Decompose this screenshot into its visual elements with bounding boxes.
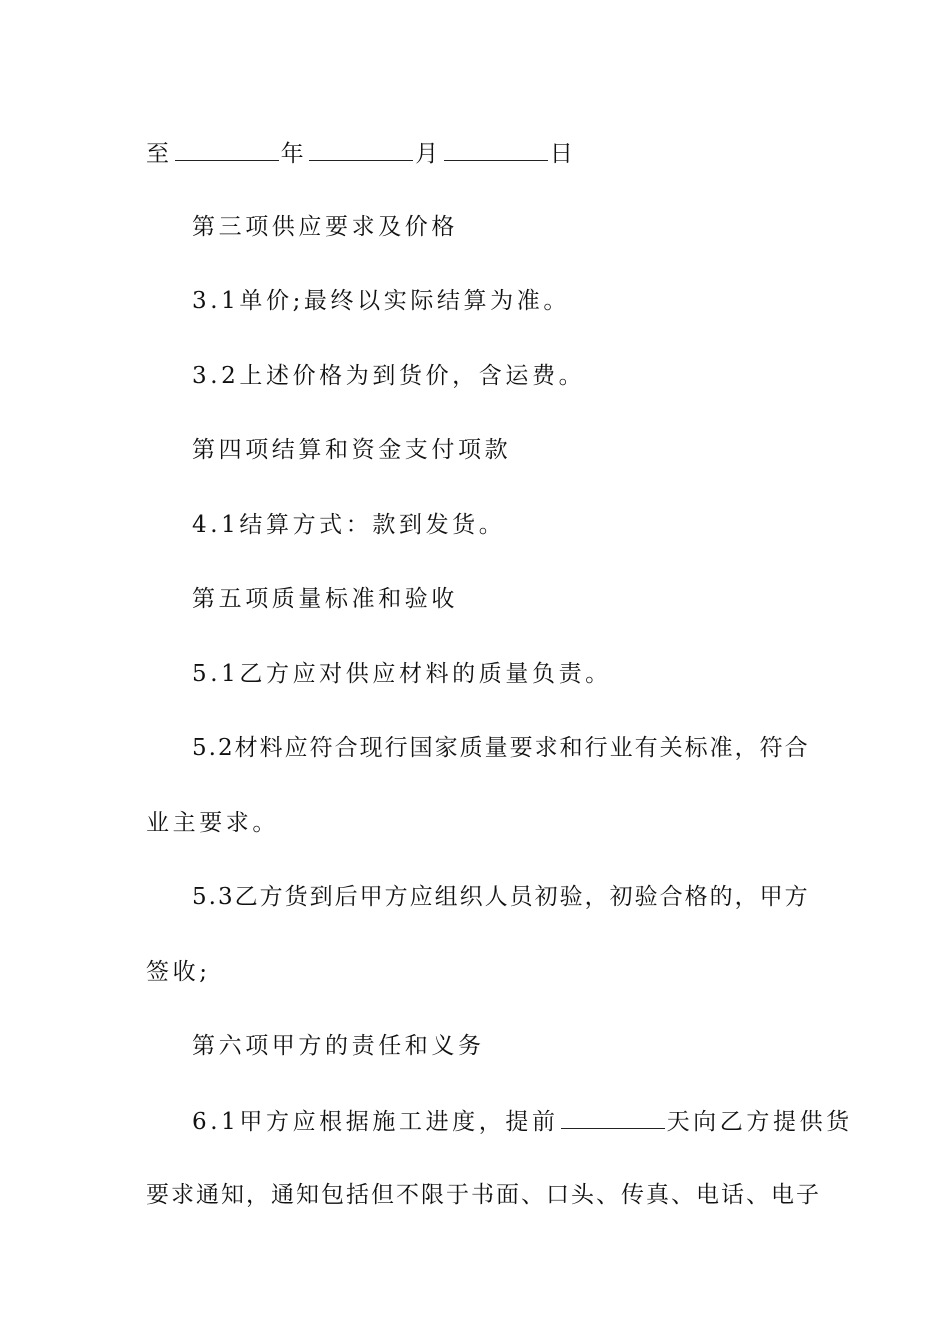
section-6-title: 第六项甲方的责任和义务 <box>192 1033 485 1059</box>
year-label: 年 <box>280 141 308 167</box>
section-5-title: 第五项质量标准和验收 <box>192 586 458 612</box>
clause-6-1-line-2: 要求通知，通知包括但不限于书面、口头、传真、电话、电子 <box>146 1182 821 1208</box>
date-range-line <box>146 138 806 169</box>
clause-6-1-text-a: 6.1甲方应根据施工进度，提前 <box>192 1109 559 1135</box>
days-blank <box>561 1106 665 1129</box>
day-label: 日 <box>549 141 577 167</box>
clause-5-2-line-1: 5.2材料应符合现行国家质量要求和行业有关标准，符合 <box>192 735 810 761</box>
clause-6-1-text-b: 天向乙方提供货 <box>666 1109 853 1135</box>
day-blank <box>444 138 548 161</box>
clause-5-1: 5.1乙方应对供应材料的质量负责。 <box>192 661 612 687</box>
section-3-title: 第三项供应要求及价格 <box>192 214 458 240</box>
clause-5-2-line-2: 业主要求。 <box>146 810 279 836</box>
clause-3-1: 3.1单价;最终以实际结算为准。 <box>192 288 570 314</box>
clause-6-1-line-1 <box>192 1106 853 1137</box>
month-blank <box>309 138 413 161</box>
date-prefix: 至 <box>146 141 173 167</box>
clause-5-3-line-1: 5.3乙方货到后甲方应组织人员初验，初验合格的，甲方 <box>192 884 810 910</box>
section-4-title: 第四项结算和资金支付项款 <box>192 437 512 463</box>
clause-3-2: 3.2上述价格为到货价，含运费。 <box>192 363 586 389</box>
year-blank <box>175 138 279 161</box>
clause-5-3-line-2: 签收; <box>146 959 211 985</box>
month-label: 月 <box>415 141 442 167</box>
clause-4-1: 4.1结算方式：款到发货。 <box>192 512 506 538</box>
